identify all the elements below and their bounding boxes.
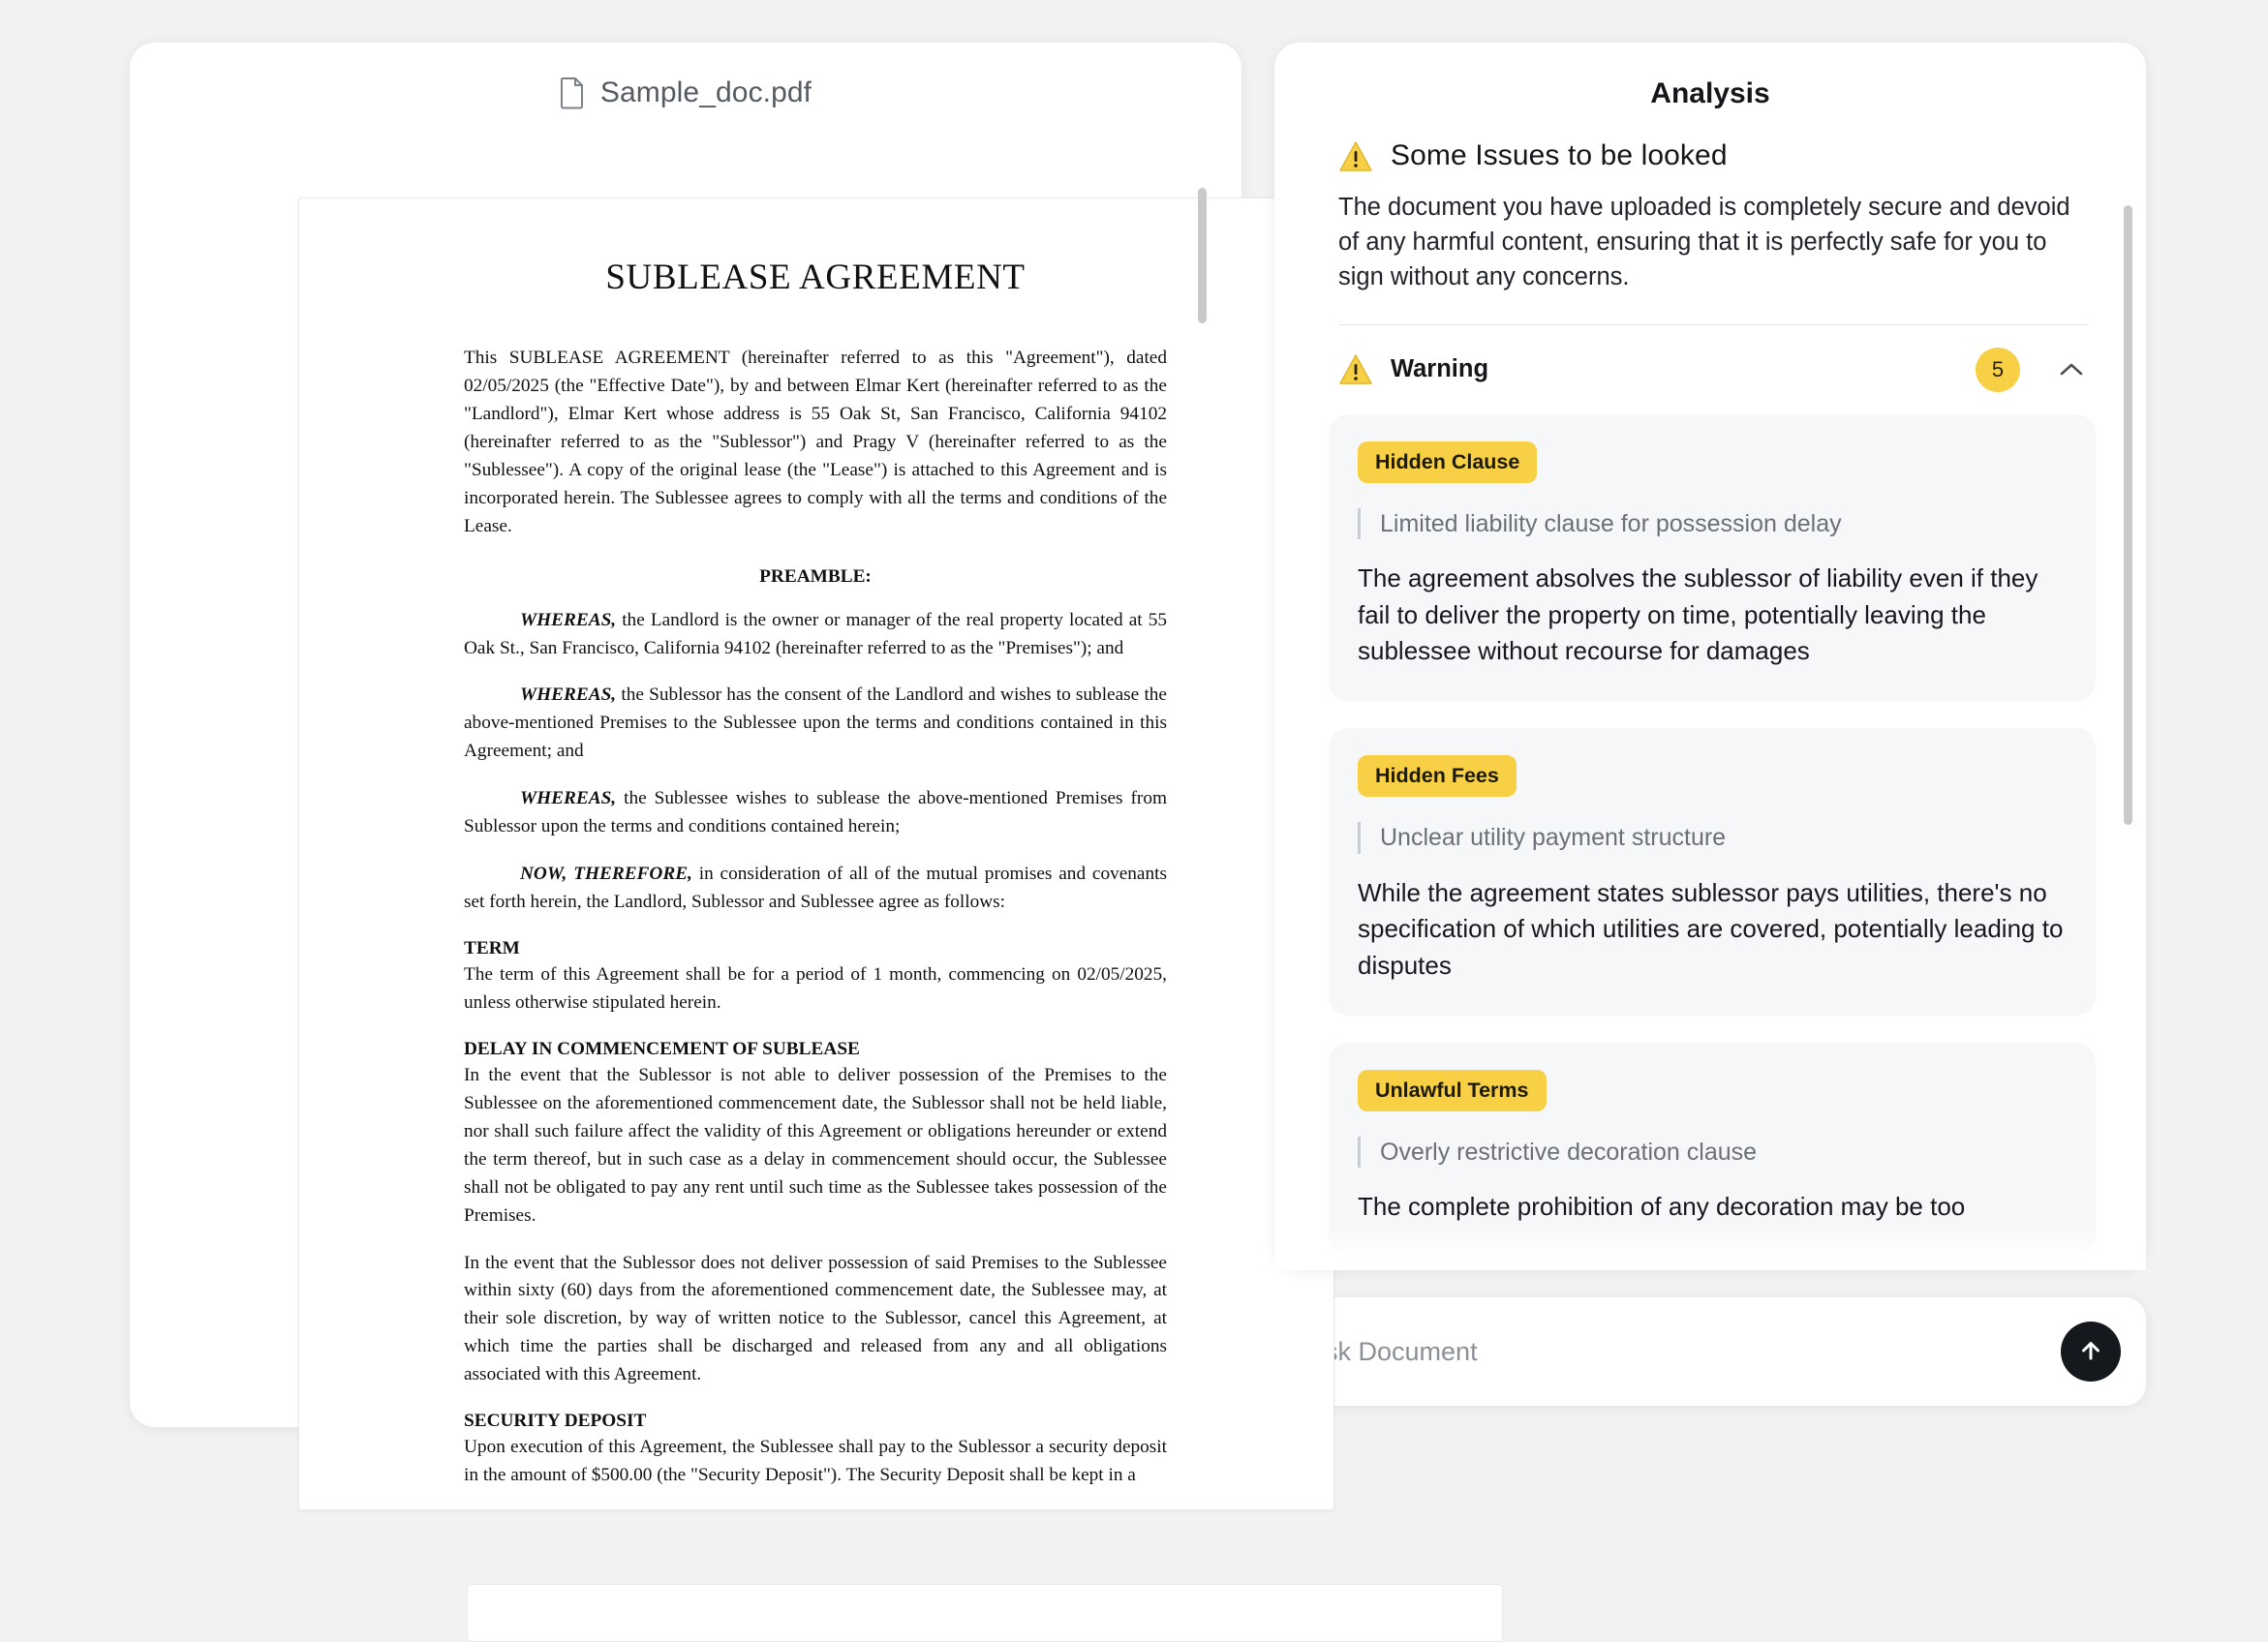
- document-delay-body-2: In the event that the Sublessor does not deliver possession of said Premises to the Sublessee within sixty (60) days from the aforementioned commencement date, the Sublessee may, at their sole discretion, by way of written notice to the Sublessor, cancel this Agreement, at which time the parties shall be discharged and released from any and all obligations associated with this Agreement.: [464, 1252, 1167, 1385]
- warning-section-label: Warning: [1391, 355, 1489, 383]
- issue-body: While the agreement states sublessor pays utilities, there's no specification of which utilities are covered, potentially leading to disputes: [1358, 877, 2064, 981]
- document-delay-body-1: In the event that the Sublessor is not able to deliver possession of the Premises to the Sublessee on the aforementioned commencement date, the Sublessor shall not be held liable, nor shall such failure affect the validity of this Agreement or obligations hereunder or extend the term thereof, but in such case as a delay in commencement should occur, the Sublessee shall not be obligated to pay any rent until such time as the Sublessee takes possession of the Premises.: [464, 1064, 1167, 1226]
- analysis-panel: [1274, 43, 2146, 1270]
- issue-tag: Hidden Fees: [1358, 755, 1517, 797]
- issues-summary-text: The document you have uploaded is completely secure and devoid of any harmful content, ensuring that it is perfectly safe for you to sign without any concerns.: [1338, 194, 2070, 291]
- issue-body: The agreement absolves the sublessor of liability even if they fail to deliver the property on time, potentially leaving the sublessee without recourse for damages: [1358, 563, 2038, 666]
- analysis-column: [1274, 43, 2146, 1435]
- issues-heading-text: Some Issues to be looked: [1391, 139, 1728, 171]
- ask-document-input[interactable]: [1307, 1337, 2041, 1367]
- warning-count-badge: 5: [1976, 348, 2020, 392]
- warning-triangle-icon: [1338, 353, 1373, 385]
- document-page: [298, 198, 1334, 1510]
- analysis-title: Analysis: [1650, 77, 1770, 109]
- document-viewer-panel: [130, 43, 1241, 1486]
- analysis-scrollbar-thumb[interactable]: [2124, 205, 2132, 825]
- issue-tag: Hidden Clause: [1358, 441, 1537, 483]
- issue-subtitle: Unclear utility payment structure: [1358, 822, 2067, 854]
- document-next-page: [467, 1584, 1503, 1642]
- document-whereas-1: [464, 607, 1167, 663]
- analysis-scrollbar[interactable]: [2124, 205, 2132, 1232]
- document-whereas-2: [464, 682, 1167, 766]
- ask-document-bar: [1274, 1297, 2146, 1406]
- document-whereas-3: [464, 785, 1167, 841]
- whereas-text-1: the Landlord is the owner or manager of the real property located at 55 Oak St., San Francisco, California 94102 (hereinafter referred to as the "Premises"); and: [464, 609, 1167, 658]
- arrow-up-circle-icon: [2074, 1334, 2107, 1370]
- issue-card[interactable]: [1329, 728, 2096, 1016]
- issue-card[interactable]: [1329, 1043, 2096, 1257]
- whereas-lead-1: WHEREAS,: [520, 609, 617, 630]
- document-scrollbar-thumb[interactable]: [1198, 188, 1207, 323]
- whereas-text-3: the Sublessee wishes to sublease the above-mentioned Premises from Sublessor upon the terms and conditions contained herein;: [464, 788, 1167, 837]
- file-document-icon: [560, 77, 585, 108]
- document-filename: Sample_doc.pdf: [599, 76, 812, 108]
- document-security-heading: SECURITY DEPOSIT: [464, 1411, 647, 1432]
- send-button[interactable]: [2061, 1322, 2121, 1382]
- document-term-body: The term of this Agreement shall be for a period of 1 month, commencing on 02/05/2025, unless otherwise stipulated herein.: [464, 964, 1167, 1013]
- whereas-lead-2: WHEREAS,: [520, 684, 617, 706]
- whereas-lead-3: WHEREAS,: [520, 788, 617, 809]
- issue-subtitle: Limited liability clause for possession delay: [1358, 508, 2067, 540]
- document-term-heading: TERM: [464, 938, 520, 958]
- document-title: SUBLEASE AGREEMENT: [605, 258, 1026, 297]
- now-therefore-text: in consideration of all of the mutual promises and covenants set forth herein, the Landlord, Sublessor and Sublessee agree as follows:: [464, 864, 1167, 913]
- issue-body: The complete prohibition of any decoration may be too: [1358, 1192, 1966, 1222]
- issue-card-list: [1329, 414, 2096, 1257]
- document-security-body: Upon execution of this Agreement, the Sublessee shall pay to the Sublessor a security deposit in the amount of $500.00 (the "Security Deposit"). The Security Deposit shall be kept in a: [464, 1437, 1167, 1486]
- document-page-scroll[interactable]: [298, 198, 1334, 1486]
- document-paragraph: This SUBLEASE AGREEMENT (hereinafter referred to as this "Agreement"), dated 02/05/2025 (the "Effective Date"), by and between Elmar Kert (hereinafter referred to as the "Landlord"), Elmar Kert whose address is 55 Oak St, San Francisco, California 94102 (hereinafter referred to as the "Sublessor") and Pragy V (hereinafter referred to as the "Sublessee"). A copy of the original lease (the "Lease") is attached to this Agreement and is incorporated herein. The Sublessee agrees to comply with all the terms and conditions of the Lease.: [464, 348, 1167, 536]
- now-therefore-lead: NOW, THEREFORE,: [520, 864, 692, 885]
- whereas-text-2: the Sublessor has the consent of the Landlord and wishes to sublease the above-mentioned Premises to the Sublessee upon the terms and conditions contained in this Agreement; and: [464, 684, 1167, 762]
- issue-subtitle: Overly restrictive decoration clause: [1358, 1137, 2067, 1169]
- document-delay-heading: DELAY IN COMMENCEMENT OF SUBLEASE: [464, 1038, 860, 1059]
- issue-card[interactable]: [1329, 414, 2096, 702]
- warning-triangle-icon: [1338, 140, 1373, 172]
- issues-heading-row: [1338, 139, 2111, 172]
- warning-section-header[interactable]: [1338, 325, 2088, 414]
- document-scrollbar[interactable]: [1198, 188, 1207, 1156]
- chevron-up-icon[interactable]: [2038, 353, 2088, 386]
- document-now-therefore: [464, 861, 1167, 917]
- document-header: [130, 43, 1241, 143]
- issue-tag: Unlawful Terms: [1358, 1070, 1547, 1111]
- document-preamble-heading: PREAMBLE:: [759, 565, 872, 587]
